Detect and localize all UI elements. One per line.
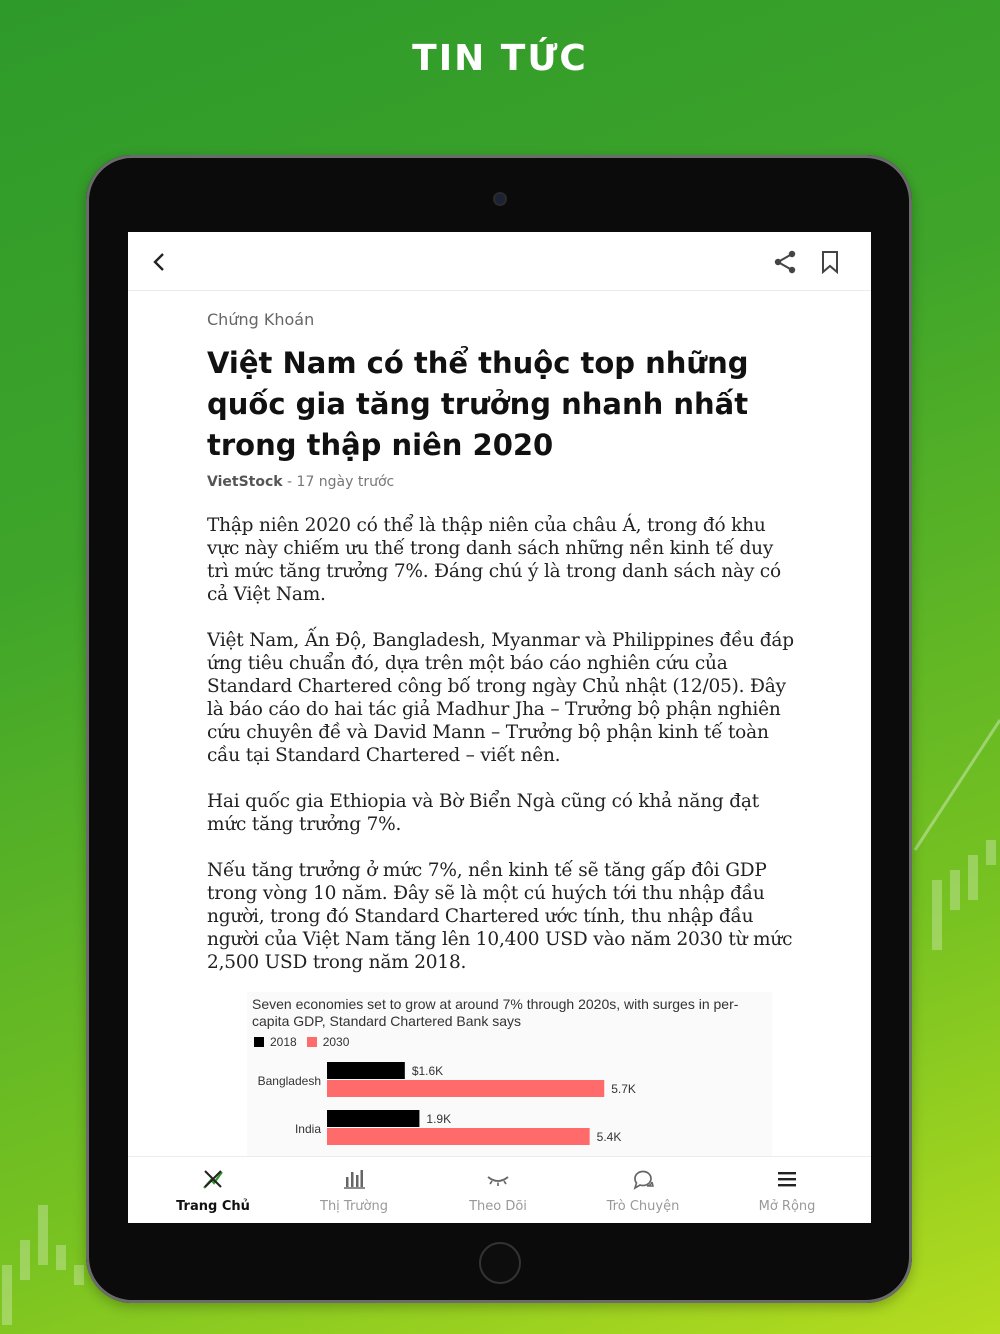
bookmark-icon[interactable] (816, 248, 844, 276)
chart-plot (247, 1052, 772, 1156)
nav-item-watchlist[interactable] (424, 1157, 572, 1223)
tablet-camera (495, 194, 505, 204)
chat-bubbles-icon (631, 1167, 655, 1191)
nav-item-more[interactable] (713, 1157, 861, 1223)
article-chart-image (247, 992, 772, 1156)
share-icon[interactable] (771, 248, 799, 276)
article-content (207, 290, 797, 1156)
legend-swatch-2030 (307, 1037, 317, 1047)
article-paragraph: Nếu tăng trưởng ở mức 7%, nền kinh tế sẽ tăng gấp đôi GDP trong vòng 10 năm. Đây sẽ là một cú huých tới thu nhập đầu người, trong đó Standard Chartered ước tính, thu nhập đầu người của Việt Nam tăng lên 10,400 USD vào năm 2030 từ mức 2,500 USD trong năm 2018. (207, 860, 793, 973)
nav-item-home[interactable] (139, 1157, 287, 1223)
tablet-home-button (479, 1242, 521, 1284)
chart-title: Seven economies set to grow at around 7% through 2020s, with surges in per-capita GDP, Standard Chartered Bank says (252, 996, 739, 1029)
chart-category-label: India (294, 1122, 321, 1136)
chart-bar-2018 (327, 1062, 405, 1079)
article-title: Việt Nam có thể thuộc top những quốc gia tăng trưởng nhanh nhất trong thập niên 2020 (207, 346, 749, 462)
home-logo-icon (201, 1167, 225, 1191)
promo-title: TIN TỨC (412, 38, 588, 79)
chart-bar-2030 (327, 1080, 604, 1097)
eye-closed-icon (486, 1167, 510, 1191)
app-screen (128, 232, 871, 1223)
article-meta (207, 474, 797, 490)
nav-item-market[interactable] (280, 1157, 428, 1223)
chart-legend (254, 1035, 349, 1049)
chart-category-label: Bangladesh (257, 1074, 321, 1088)
chart-bar-2030 (327, 1128, 590, 1145)
nav-item-chat[interactable] (569, 1157, 717, 1223)
article-paragraph: Hai quốc gia Ethiopia và Bờ Biển Ngà cũng có khả năng đạt mức tăng trưởng 7%. (207, 791, 759, 835)
bottom-nav (128, 1156, 871, 1223)
article-paragraph: Thập niên 2020 có thể là thập niên của châu Á, trong đó khu vực này chiếm ưu thế trong danh sách những nền kinh tế duy trì mức tăng trưởng 7%. Đáng chú ý là trong danh sách này có cả Việt Nam. (207, 515, 781, 605)
legend-item-2018 (254, 1035, 297, 1049)
chart-data-label: 5.7K (611, 1082, 636, 1096)
article-source[interactable]: VietStock (207, 474, 283, 490)
article-time: - 17 ngày trước (282, 474, 395, 490)
legend-item-2030 (307, 1035, 350, 1049)
chart-data-label: $1.6K (411, 1064, 444, 1078)
chart-bar-2018 (327, 1110, 419, 1127)
legend-swatch-2018 (254, 1037, 264, 1047)
legend-label-2018: 2018 (270, 1035, 297, 1049)
article-paragraph: Việt Nam, Ấn Độ, Bangladesh, Myanmar và Philippines đều đáp ứng tiêu chuẩn đó, dựa trên một báo cáo nghiên cứu của Standard Chartered công bố trong ngày Chủ nhật (12/05). Đây là báo cáo do hai tác giả Madhur Jha – Trưởng bộ phận nghiên cứu chuyên đề và David Mann – Trưởng bộ phận kinh tế toàn cầu tại Standard Chartered – viết nên. (207, 630, 794, 766)
menu-icon (775, 1167, 799, 1191)
nav-label: Trò Chuyện (606, 1199, 680, 1214)
nav-label: Theo Dõi (469, 1199, 527, 1214)
chart-data-label: 5.4K (596, 1130, 622, 1144)
nav-label: Trang Chủ (176, 1199, 250, 1214)
bar-chart-icon (342, 1167, 366, 1191)
nav-label: Thị Trường (320, 1199, 388, 1214)
chart-data-label: 1.9K (426, 1112, 452, 1126)
article-toolbar (128, 232, 871, 291)
back-icon[interactable] (146, 248, 174, 276)
article-category[interactable]: Chứng Khoán (207, 310, 315, 329)
nav-label: Mở Rộng (758, 1199, 816, 1214)
legend-label-2030: 2030 (322, 1035, 350, 1049)
